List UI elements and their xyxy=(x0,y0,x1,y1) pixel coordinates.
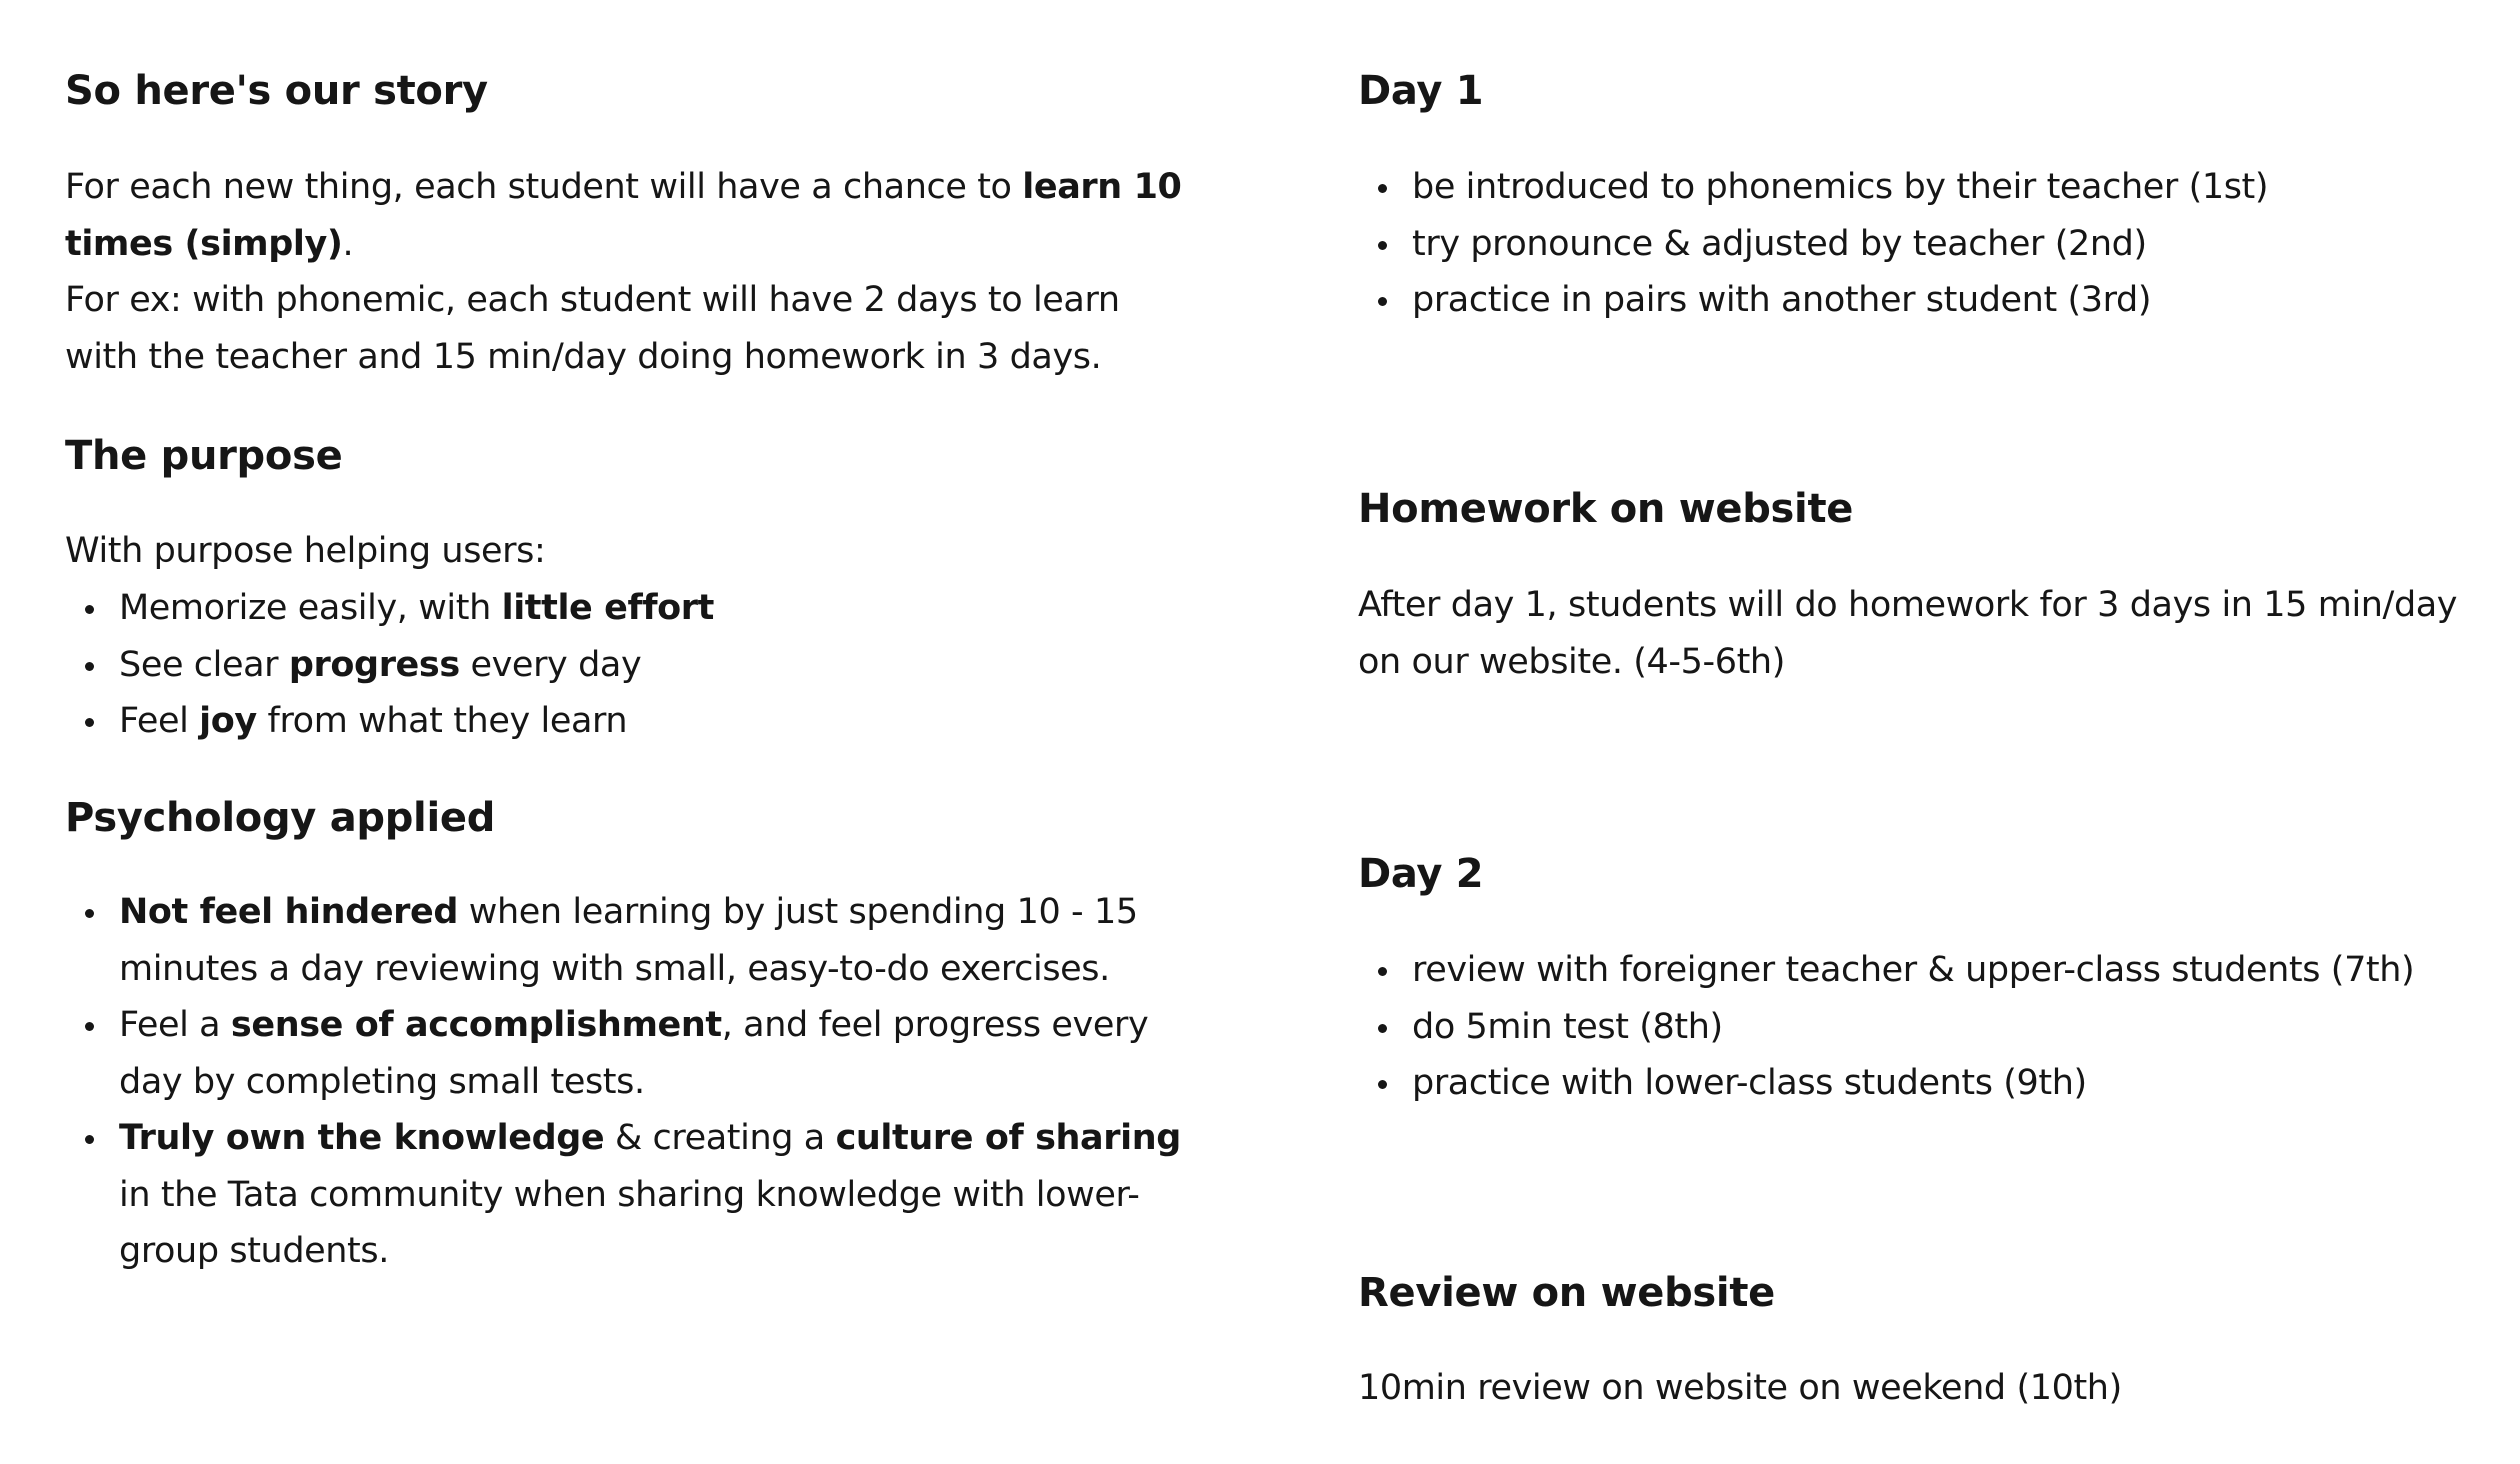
story-line1-emphasis: learn 10 times (simply) xyxy=(65,167,1182,264)
list-item xyxy=(65,580,1195,637)
list-item: practice with lower-class students (9th) xyxy=(1358,1055,2468,1112)
list-item xyxy=(65,997,1195,1110)
story-heading: So here's our story xyxy=(65,68,488,114)
list-item: try pronounce & adjusted by teacher (2nd) xyxy=(1358,216,2468,273)
purpose-intro: With purpose helping users: xyxy=(65,531,546,571)
list-item xyxy=(65,693,1195,750)
psychology-item-text: when learning by just spending 10 - 15 minutes a day reviewing with small, easy-to-do exercises. xyxy=(119,892,1138,989)
purpose-item-text: every day xyxy=(459,644,642,685)
psychology-item-emphasis: Truly own the knowledge xyxy=(119,1118,605,1158)
psychology-item-text: Feel a xyxy=(119,1005,231,1045)
psychology-item-emphasis: sense of accomplishment xyxy=(230,1005,722,1045)
list-item: do 5min test (8th) xyxy=(1358,999,2468,1056)
purpose-heading: The purpose xyxy=(65,433,343,479)
review-heading: Review on website xyxy=(1358,1270,1775,1316)
purpose-item-emphasis: joy xyxy=(199,701,257,741)
purpose-item-emphasis: progress xyxy=(288,644,460,685)
purpose-item-text: from what they learn xyxy=(256,701,628,741)
purpose-item-text: Feel xyxy=(119,701,200,741)
list-item xyxy=(65,884,1195,997)
psychology-item-emphasis: culture of sharing xyxy=(835,1118,1181,1158)
list-item: practice in pairs with another student (3rd) xyxy=(1358,272,2468,329)
story-paragraph xyxy=(65,159,1195,385)
day1-heading: Day 1 xyxy=(1358,68,1484,114)
story-line1-period: . xyxy=(342,223,354,264)
review-text: 10min review on website on weekend (10th) xyxy=(1358,1368,2122,1408)
psychology-list xyxy=(65,884,1195,1280)
psychology-item-text: , and feel progress every day by completing small tests. xyxy=(119,1005,1149,1102)
psychology-item-text: & creating a xyxy=(604,1118,836,1158)
list-item xyxy=(65,637,1195,694)
story-line1-text: For each new thing, each student will have a chance to xyxy=(65,167,1023,207)
homework-text: After day 1, students will do homework for 3 days in 15 min/day on our website. (4-5-6th) xyxy=(1358,585,2458,682)
list-item xyxy=(65,1110,1195,1280)
psychology-item-text: in the Tata community when sharing knowledge with lower-group students. xyxy=(119,1174,1140,1271)
purpose-item-text: Memorize easily, with xyxy=(119,588,502,628)
day2-heading: Day 2 xyxy=(1358,851,1484,897)
homework-heading: Homework on website xyxy=(1358,486,1854,532)
psychology-heading: Psychology applied xyxy=(65,795,496,841)
story-line2-text: For ex: with phonemic, each student will have 2 days to learn with the teacher and 15 min/day doing homework in 3 days. xyxy=(65,280,1120,377)
list-item: review with foreigner teacher & upper-class students (7th) xyxy=(1358,942,2468,999)
list-item: be introduced to phonemics by their teacher (1st) xyxy=(1358,159,2468,216)
purpose-list xyxy=(65,580,1195,750)
day1-list xyxy=(1358,159,2468,329)
day2-list xyxy=(1358,942,2468,1112)
purpose-item-text: See clear xyxy=(119,644,289,685)
psychology-item-emphasis: Not feel hindered xyxy=(119,892,459,932)
purpose-item-emphasis: little effort xyxy=(501,588,714,628)
